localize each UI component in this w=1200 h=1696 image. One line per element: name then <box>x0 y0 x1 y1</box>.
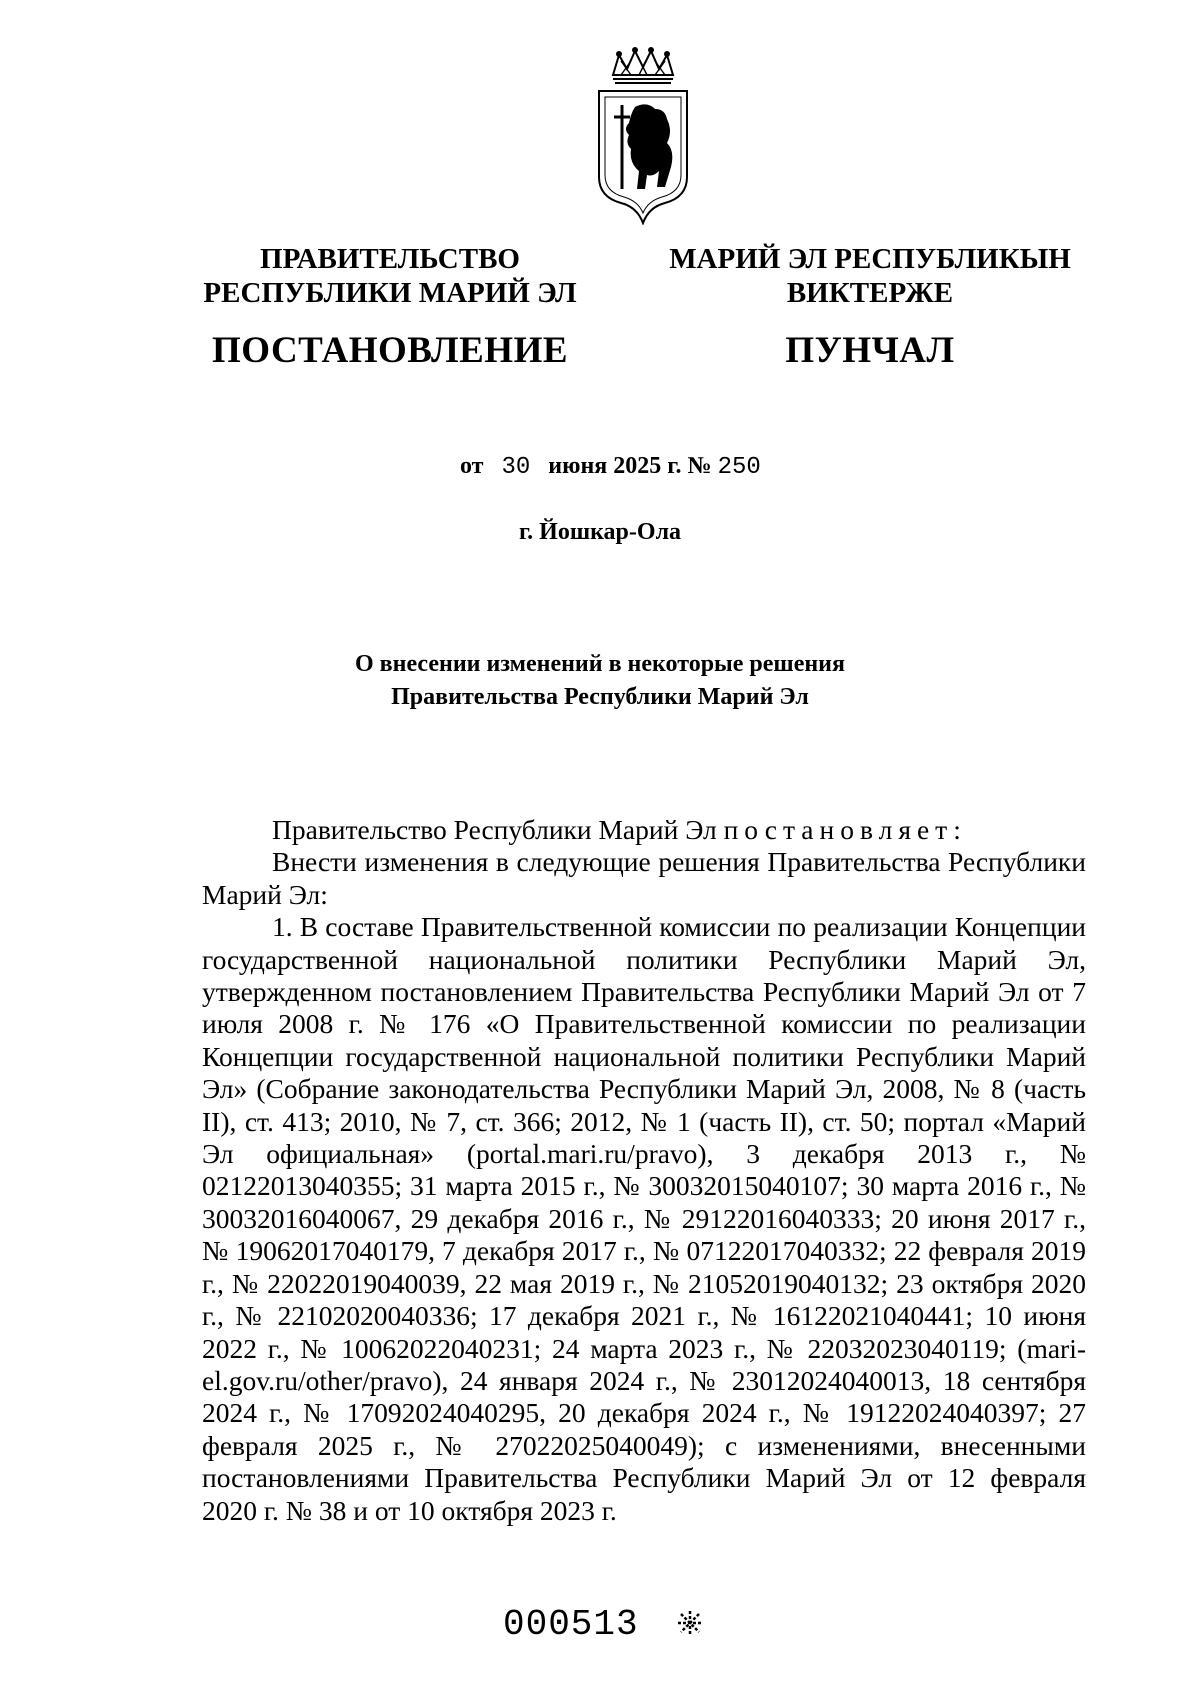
date-month-year: июня 2025 г. № <box>548 453 712 479</box>
org-name-russian <box>190 242 590 310</box>
document-body <box>202 814 1086 1527</box>
title-line1: О внесении изменений в некоторые решения <box>355 651 845 677</box>
decree-verb: постановляет: <box>723 814 967 845</box>
paragraph-1: Внести изменения в следующие решения Правительства Республики Марий Эл: <box>202 846 1086 910</box>
asterisk-mark-icon <box>676 1609 704 1637</box>
serial-number: 000513 <box>503 1604 639 1645</box>
document-title <box>0 648 1200 714</box>
city: г. Йошкар-Ола <box>518 519 682 545</box>
decree-intro: Правительство Республики Марий Эл <box>272 814 717 845</box>
org-name-ru-line1: ПРАВИТЕЛЬСТВО <box>260 243 520 275</box>
org-name-mari-line2: ВИКТЕРЖЕ <box>786 277 954 309</box>
org-name-mari-line1: МАРИЙ ЭЛ РЕСПУБЛИКЫН <box>669 243 1071 275</box>
org-name-mari <box>660 242 1080 310</box>
date-day: 30 <box>501 454 531 481</box>
paragraph-2: 1. В составе Правительственной комиссии по реализации Концепции государственной национальной политики Республики Марий Эл, утвержденном постановлением Правительства Республики Марий Эл от 7 июля 2008 г. № 176 «О Правительственной комиссии по реализации Концепции государственной национальной политики Республики Марий Эл» (Собрание законодательства Республики Марий Эл, 2008, № 8 (часть II), ст. 413; 2010, № 7, ст. 366; 2012, № 1 (часть II), ст. 50; портал «Марий Эл официальная» (portal.mari.ru/pravo), 3 декабря 2013 г., № 02122013040355; 31 марта 2015 г., № 30032015040107; 30 марта 2016 г., № 30032016040067, 29 декабря 2016 г., № 29122016040333; 20 июня 2017 г., № 19062017040179, 7 декабря 2017 г., № 07122017040332; 22 февраля 2019 г., № 22022019040039, 22 мая 2019 г., № 21052019040132; 23 октября 2020 г., № 22102020040336; 17 декабря 2021 г., № 16122021040441; 10 июня 2022 г., № 10062022040231; 24 марта 2023 г., № 22032023040119; (mari-el.gov.ru/other/pravo), 24 января 2024 г., № 23012024040013, 18 сентября 2024 г., № 17092024040295, 20 декабря 2024 г., № 19122024040397; 27 февраля 2025 г., № 27022025040049); с изменениями, внесенными постановлениями Правительства Республики Марий Эл от 12 февраля 2020 г. № 38 и от 10 октября 2023 г. <box>202 911 1086 1526</box>
date-line <box>460 453 761 481</box>
decree-intro-paragraph <box>202 814 1086 846</box>
org-name-ru-line2: РЕСПУБЛИКИ МАРИЙ ЭЛ <box>203 277 577 309</box>
coat-of-arms-icon <box>595 47 691 225</box>
decree-number: 250 <box>717 454 761 481</box>
doc-type-mari: ПУНЧАЛ <box>785 330 955 371</box>
title-line2: Правительства Республики Марий Эл <box>391 684 809 710</box>
doc-type-russian: ПОСТАНОВЛЕНИЕ <box>211 330 569 371</box>
date-prefix: от <box>460 453 484 479</box>
